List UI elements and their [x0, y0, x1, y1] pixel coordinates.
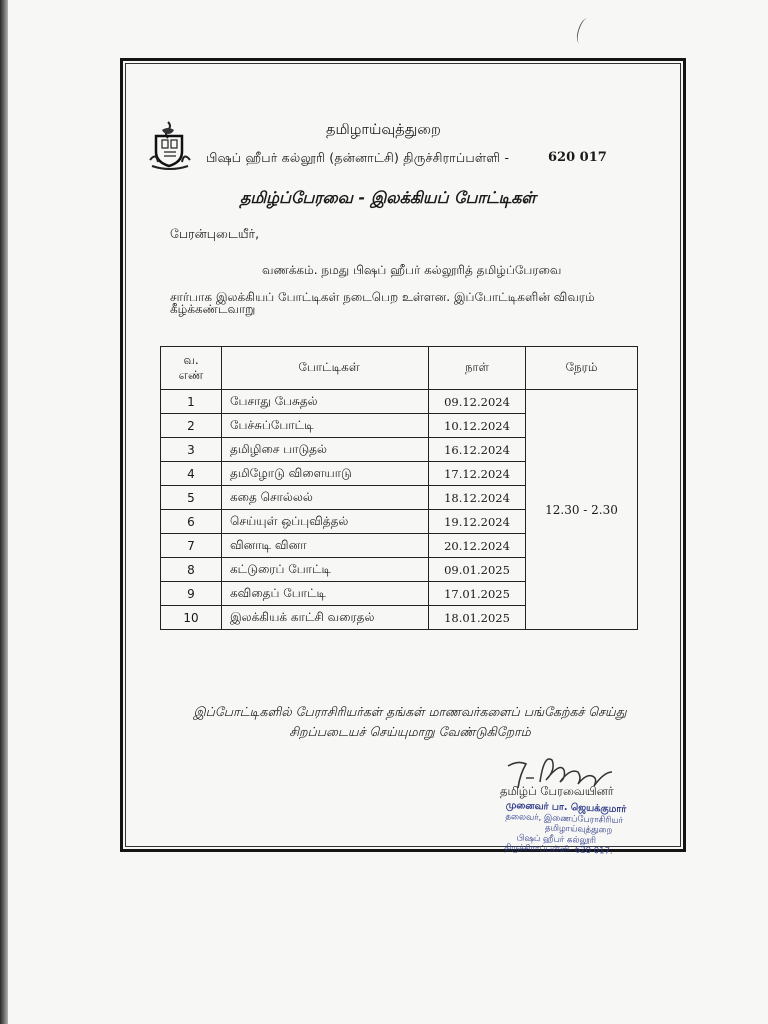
row-number: 1: [161, 390, 222, 414]
intro-line-2: சார்பாக இலக்கியப் போட்டிகள் நடைபெற உள்ளன. இப்போட்டிகளின் விவரம்: [170, 290, 595, 304]
row-event: பேச்சுப்போட்டி: [222, 414, 429, 438]
row-event: வினாடி வினா: [222, 534, 429, 558]
department-name: தமிழாய்வுத்துறை: [326, 122, 441, 138]
pincode: 620 017: [548, 150, 607, 165]
row-date: 09.12.2024: [429, 390, 526, 414]
row-date: 19.12.2024: [429, 510, 526, 534]
row-number: 5: [161, 486, 222, 510]
closing-line-2: சிறப்படையச் செய்யுமாறு வேண்டுகிறோம்: [289, 724, 531, 739]
competition-schedule-table: [160, 346, 638, 630]
header-event: போட்டிகள்: [222, 347, 429, 390]
row-number: 7: [161, 534, 222, 558]
stamp-department: தமிழாய்வுத்துறை: [544, 823, 613, 836]
row-event: இலக்கியக் காட்சி வரைதல்: [222, 606, 429, 630]
page-title: தமிழ்ப்பேரவை - இலக்கியப் போட்டிகள்: [240, 188, 536, 207]
row-date: 18.01.2025: [429, 606, 526, 630]
table-header-row: [161, 347, 638, 390]
official-stamp: [504, 801, 626, 858]
stamp-college: பிஷப் ஹீபர் கல்லூரி: [516, 832, 597, 846]
row-event: கவிதைப் போட்டி: [222, 582, 429, 606]
college-crest-icon: [148, 120, 192, 170]
row-event: கட்டுரைப் போட்டி: [222, 558, 429, 582]
salutation: பேரன்புடையீர்,: [170, 226, 260, 241]
row-date: 10.12.2024: [429, 414, 526, 438]
stamp-designation: தலைவர், இணைப்பேராசிரியர்: [505, 811, 624, 826]
intro-line-3: கீழ்க்கண்டவாறு: [170, 302, 256, 316]
header-serial-number: [161, 347, 222, 390]
row-date: 17.01.2025: [429, 582, 526, 606]
row-number: 6: [161, 510, 222, 534]
stamp-name: முனைவர் பா. ஜெயக்குமார்: [505, 799, 627, 816]
row-number: 8: [161, 558, 222, 582]
row-number: 4: [161, 462, 222, 486]
row-date: 20.12.2024: [429, 534, 526, 558]
header-serial-line-2: எண்: [178, 368, 204, 382]
row-event: பேசாது பேசுதல்: [222, 390, 429, 414]
row-date: 16.12.2024: [429, 438, 526, 462]
row-number: 2: [161, 414, 222, 438]
row-number: 9: [161, 582, 222, 606]
signatory-label: தமிழ்ப் பேரவையினர்: [500, 784, 614, 798]
time-cell: 12.30 - 2.30: [526, 390, 638, 630]
row-event: கதை சொல்லல்: [222, 486, 429, 510]
row-event: தமிழிசை பாடுதல்: [222, 438, 429, 462]
row-date: 09.01.2025: [429, 558, 526, 582]
college-name: பிஷப் ஹீபர் கல்லூரி (தன்னாட்சி) திருச்சிராப்பள்ளி -: [206, 150, 510, 165]
row-number: 3: [161, 438, 222, 462]
row-date: 18.12.2024: [429, 486, 526, 510]
table-row: [161, 390, 638, 414]
header-time: நேரம்: [526, 347, 638, 390]
intro-line-1: வணக்கம். நமது பிஷப் ஹீபர் கல்லூரித் தமிழ்ப்பேரவை: [262, 263, 562, 277]
row-event: தமிழோடு விளையாடு: [222, 462, 429, 486]
header-serial-line-1: வ.: [183, 353, 199, 367]
row-number: 10: [161, 606, 222, 630]
closing-line-1: இப்போட்டிகளில் பேராசிரியர்கள் தங்கள் மாணவர்களைப் பங்கேற்கச் செய்து: [193, 704, 627, 719]
header-date: நாள்: [429, 347, 526, 390]
row-event: செய்யுள் ஒப்புவித்தல்: [222, 510, 429, 534]
row-date: 17.12.2024: [429, 462, 526, 486]
stamp-city: திருச்சிராப்பள்ளி- 620 017.: [504, 842, 613, 857]
